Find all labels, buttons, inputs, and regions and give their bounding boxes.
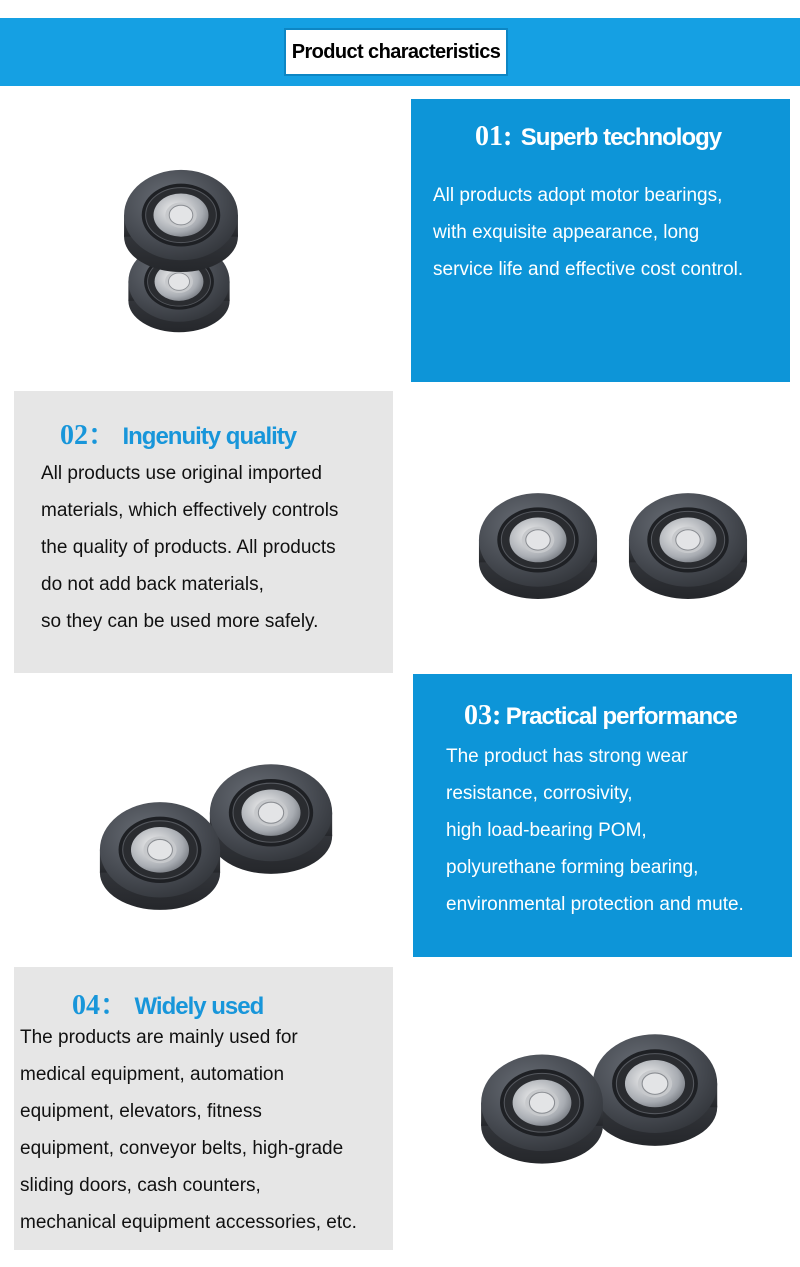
text-line: The products are mainly used for	[20, 1027, 298, 1048]
section-03-number: 03:	[464, 700, 502, 731]
section-02-text	[41, 455, 338, 640]
section-04-panel	[14, 967, 393, 1250]
text-line: polyurethane forming bearing,	[446, 857, 699, 878]
section-01-title: Superb technology	[520, 124, 722, 151]
text-line: resistance, corrosivity,	[446, 783, 633, 804]
text-line: service life and effective cost control.	[433, 259, 744, 280]
section-03-title: Practical performance	[505, 703, 737, 730]
banner-title-box	[284, 28, 508, 76]
section-01-text	[433, 177, 743, 288]
text-line: materials, which effectively controls	[41, 500, 339, 521]
bearing-pair-angled-image	[475, 1030, 725, 1170]
section-02-number: 02：	[60, 420, 117, 451]
text-line: mechanical equipment accessories, etc.	[20, 1212, 357, 1233]
section-04-heading	[72, 983, 263, 1023]
text-line: All products use original imported	[41, 463, 322, 484]
section-01-panel	[411, 99, 790, 382]
text-line: environmental protection and mute.	[446, 894, 744, 915]
section-02-panel	[14, 391, 393, 673]
header-banner	[0, 18, 800, 86]
section-02-heading	[60, 413, 296, 453]
section-01-heading	[475, 121, 721, 153]
section-04-title: Widely used	[134, 993, 264, 1020]
section-03-heading	[464, 700, 737, 732]
text-line: with exquisite appearance, long	[433, 222, 700, 243]
section-04-number: 04：	[72, 990, 129, 1021]
page-title: Product characteristics	[291, 40, 501, 63]
text-line: All products adopt motor bearings,	[433, 185, 723, 206]
text-line: equipment, elevators, fitness	[20, 1101, 262, 1122]
section-04-text	[20, 1019, 357, 1241]
text-line: high load-bearing POM,	[446, 820, 647, 841]
text-line: the quality of products. All products	[41, 537, 336, 558]
text-line: so they can be used more safely.	[41, 611, 319, 632]
section-02-title: Ingenuity quality	[122, 423, 297, 450]
text-line: do not add back materials,	[41, 574, 264, 595]
section-03-text	[446, 738, 744, 923]
section-01-number: 01:	[475, 121, 513, 152]
text-line: The product has strong wear	[446, 746, 688, 767]
section-03-panel	[413, 674, 792, 957]
bearing-pair-overlapping-image	[95, 760, 340, 915]
text-line: sliding doors, cash counters,	[20, 1175, 261, 1196]
bearing-pair-side-by-side-image	[470, 485, 760, 605]
text-line: equipment, conveyor belts, high-grade	[20, 1138, 344, 1159]
text-line: medical equipment, automation	[20, 1064, 285, 1085]
bearing-pair-stacked-image	[105, 160, 265, 340]
